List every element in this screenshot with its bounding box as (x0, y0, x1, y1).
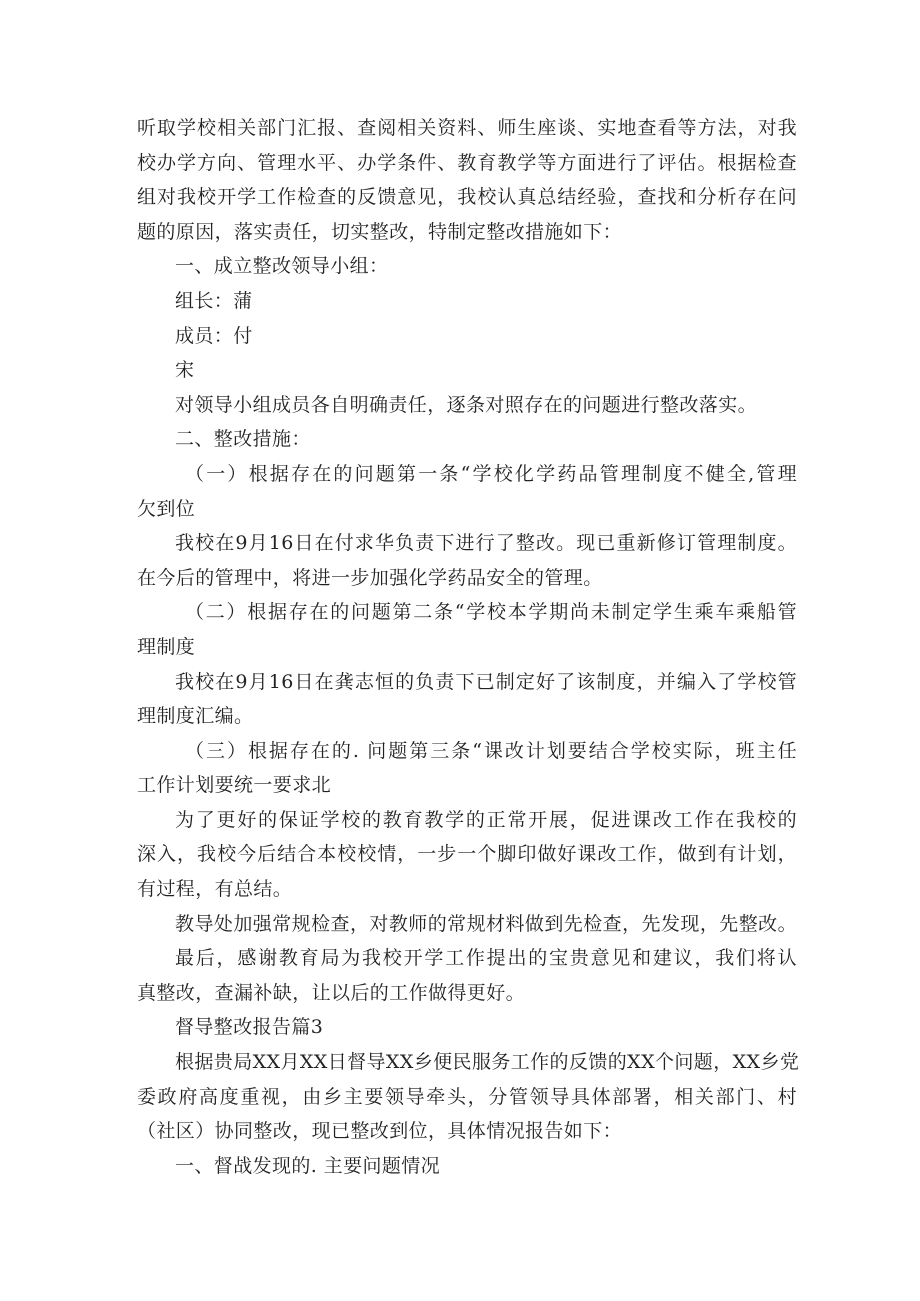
section-heading: 一、成立整改领导小组： (175, 255, 389, 278)
paragraph-line: 题的原因，落实责任，切实整改，特制定整改措施如下： (137, 220, 623, 243)
section-title: 督导整改报告篇3 (175, 1016, 324, 1039)
paragraph-line: 组对我校开学工作检查的反馈意见，我校认真总结经验，查找和分析存在问 (137, 186, 797, 209)
paragraph-line: 成员：付 (175, 324, 253, 347)
paragraph-line: 根据贵局XX月XX日督导XX乡便民服务工作的反馈的XX个问题，XX乡党 (175, 1051, 800, 1074)
paragraph-line: 宋 (175, 359, 195, 382)
paragraph-line: 深入，我校今后结合本校校情，一步一个脚印做好课改工作，做到有计划， (137, 843, 797, 866)
paragraph-line: 组长：蒲 (175, 289, 253, 312)
paragraph-line: 有过程，有总结。 (137, 878, 293, 901)
paragraph-line: 为了更好的保证学校的教育教学的正常开展，促进课改工作在我校的 (175, 808, 797, 831)
paragraph-line: 理制度汇编。 (137, 705, 254, 728)
sub-heading-line: （一）根据存在的问题第一条“学校化学药品管理制度不健全,管理 (185, 462, 797, 485)
paragraph-line: 真整改，查漏补缺，让以后的工作做得更好。 (137, 981, 526, 1004)
sub-heading-line: 理制度 (137, 635, 196, 658)
sub-heading-line: （二）根据存在的问题第二条“学校本学期尚未制定学生乘车乘船管 (185, 601, 797, 624)
sub-heading-line: 工作计划要统一要求北 (137, 774, 332, 797)
paragraph-line: 教导处加强常规检查，对教师的常规材料做到先检查，先发现，先整改。 (175, 912, 797, 935)
paragraph-line: （社区）协同整改，现已整改到位，具体情况报告如下： (137, 1120, 623, 1143)
paragraph-line: 最后，感谢教育局为我校开学工作提出的宝贵意见和建议，我们将认 (175, 947, 797, 970)
sub-heading-line: （三）根据存在的. 问题第三条“课改计划要结合学校实际，班主任 (185, 739, 797, 762)
paragraph-line: 我校在9月16日在龚志恒的负责下已制定好了该制度，并编入了学校管 (175, 670, 797, 693)
paragraph-line: 听取学校相关部门汇报、查阅相关资料、师生座谈、实地查看等方法，对我 (137, 117, 797, 139)
paragraph-line: 我校在9月16日在付求华负责下进行了整改。现已重新修订管理制度。 (175, 532, 797, 555)
paragraph-line: 在今后的管理中，将进一步加强化学药品安全的管理。 (137, 566, 603, 589)
document-body (137, 111, 800, 1183)
section-heading: 一、督战发现的. 主要问题情况 (175, 1154, 441, 1177)
paragraph-line: 对领导小组成员各自明确责任，逐条对照存在的问题进行整改落实。 (175, 393, 758, 416)
paragraph-line: 委政府高度重视，由乡主要领导牵头，分管领导具体部署，相关部门、村 (137, 1085, 797, 1108)
sub-heading-line: 欠到位 (137, 497, 196, 520)
section-heading: 二、整改措施： (175, 428, 311, 451)
paragraph-line: 校办学方向、管理水平、办学条件、教育教学等方面进行了评估。根据检查 (137, 151, 797, 174)
